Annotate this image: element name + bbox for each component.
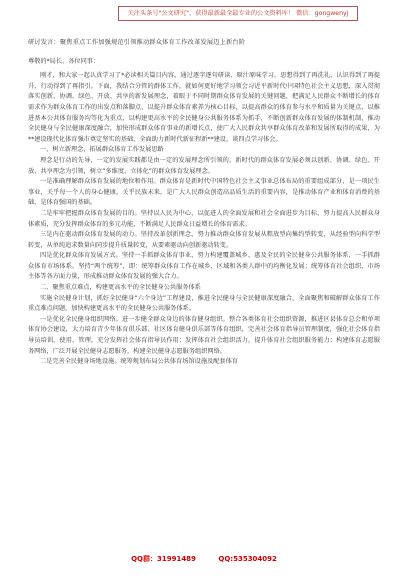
footer-contact [0,552,408,566]
section-heading: 一、树立新理念，拓展群众体育工作发展思路 [40,146,164,154]
body-paragraph: 三是内在驱动群众体育发展的动力。坚持改革创新理念，努力推动群众体育发展从粗放型向集约型转变，从经验型向科学型转变，从单纯追求数量向同步提升质量转变，从要素驱动向创新驱动转变。 [28,231,380,249]
body-paragraph: 四是优化群众体育发展方式。坚持一手抓群众体育事业，努力构建覆盖城乡、惠及全民的全民健身公共服务体系，一手抓群众体育市场体系。坚持“两个统筹”，即：统筹群众体育工作在城乡、区域和各类人群中的均衡化发展；统筹体育社会组织、市场主体等各方面力量，形成推动群众体育发展的强大合力。 [28,252,380,281]
section-heading: 二、聚焦重点难点，构建更高水平的全民健身公共服务体系 [40,284,201,292]
footer-qq-group: QQ群：31991489 [131,555,196,563]
document-title: 研讨发言：聚焦重点工作加强规范引领推动群众体育工作改革发展迈上新台阶 [28,39,246,46]
body-paragraph: 理念是行动的先导，一定的发展实践都是由一定的发展理念所引领的。新时代的群众体育发展必须以创新、协调、绿色、开放、共享理念为引领，树立“多维度、立体化”的群众体育发展理念。 [28,156,380,175]
document-paragraphs [28,71,380,368]
body-paragraph: 一是优化全民健身组织网络。进一步健全群众身边的体育健身组织。整合各类体育社会组织资源，推进区县体育总会和单项体育协会建设，大力培育青少年体育俱乐部、社区体育健身俱乐部等体育组织，完善社会体育指导员管理制度，强化社会体育指导员培训、使用、管理，充分发挥社会体育指导员作用；发挥体育社会组织活力，提升体育社会组织服务能力；构建体育志愿服务网络，广泛开展全民健身志愿服务，构建全民健身志愿服务组织网络。 [28,315,380,355]
footer-qq-number: QQ:535304092 [218,555,277,563]
body-paragraph: 刚才，和大家一起认真学习了*必读相关篇目内容，通过逐字逐句研读、原汁原味学习，思想得到了再洗礼、认识得到了再提升、行动得到了再指引。下面，我结合分管的群体工作，就如何更好地学习领会习近平新时代中国特色社会主义思想，深入贯彻落实创新、协调、绿色、开放、共享的新发展理念，着眼于不同时期群众体育发展的关键问题，把满足人民群众不断增长的体育需求作为群众体育工作的出发点和落脚点，以提升群众体育素养为核心目标，以提高群众的体育参与水平和质量为关键点，以推进基本公共体育服务均等化为重点，以构建更高水平的全民健身公共服务体系为抓手，不断创新群众体育发展的体制机制，推动全民健身与全民健康深度融合，加快形成群众体育事业的新增长点，使广大人民群众共享群众体育改革和发展所取得的成果，为**建设现代化体育强市奠定坚实的基础，全面助力新时代新征程新**建设，谈四点学习体会。 [28,72,380,143]
body-paragraph: 二是牢牢把握群众体育发展的目的。坚持以人民为中心，以促进人的全面发展和社会全面进步为目标，努力提高人民群众身体素质，充分发挥群众体育的多元功能，不断满足人民群众日益增长的体育需求。 [28,209,380,228]
body-paragraph: 一是准确理解群众体育发展的地位和作用。群众体育是新时代中国特色社会主义事业总体布局的重要组成部分，是一项民生事业，关乎每一个人的身心健康，关乎民族未来，是广大人民群众创造高品质生活的重要内容，是推动体育产业和体育消费的基础，是体育强国的基础。 [28,178,380,207]
document-body [28,38,380,546]
promo-banner-text: 关注头条号"公文研究"，获得最新最全最专业的公文资料库！ 微信：gongwenyj [127,10,349,17]
promo-banner [118,6,358,21]
document-greeting: 尊敬的*局长、各位同事： [28,57,100,65]
body-paragraph: 实施全民健身计划，抓好全民健身“六个身边”工程建设，推进全民健身与全民健康深度融合，全面聚焦和破解群众体育工作重点难点问题，加快构建更高水平的全民健身公共服务体系。 [28,294,380,313]
body-paragraph: 二是完善全民健身场地设施。统筹规划布局公共体育场馆设施及配套体育 [40,358,238,366]
